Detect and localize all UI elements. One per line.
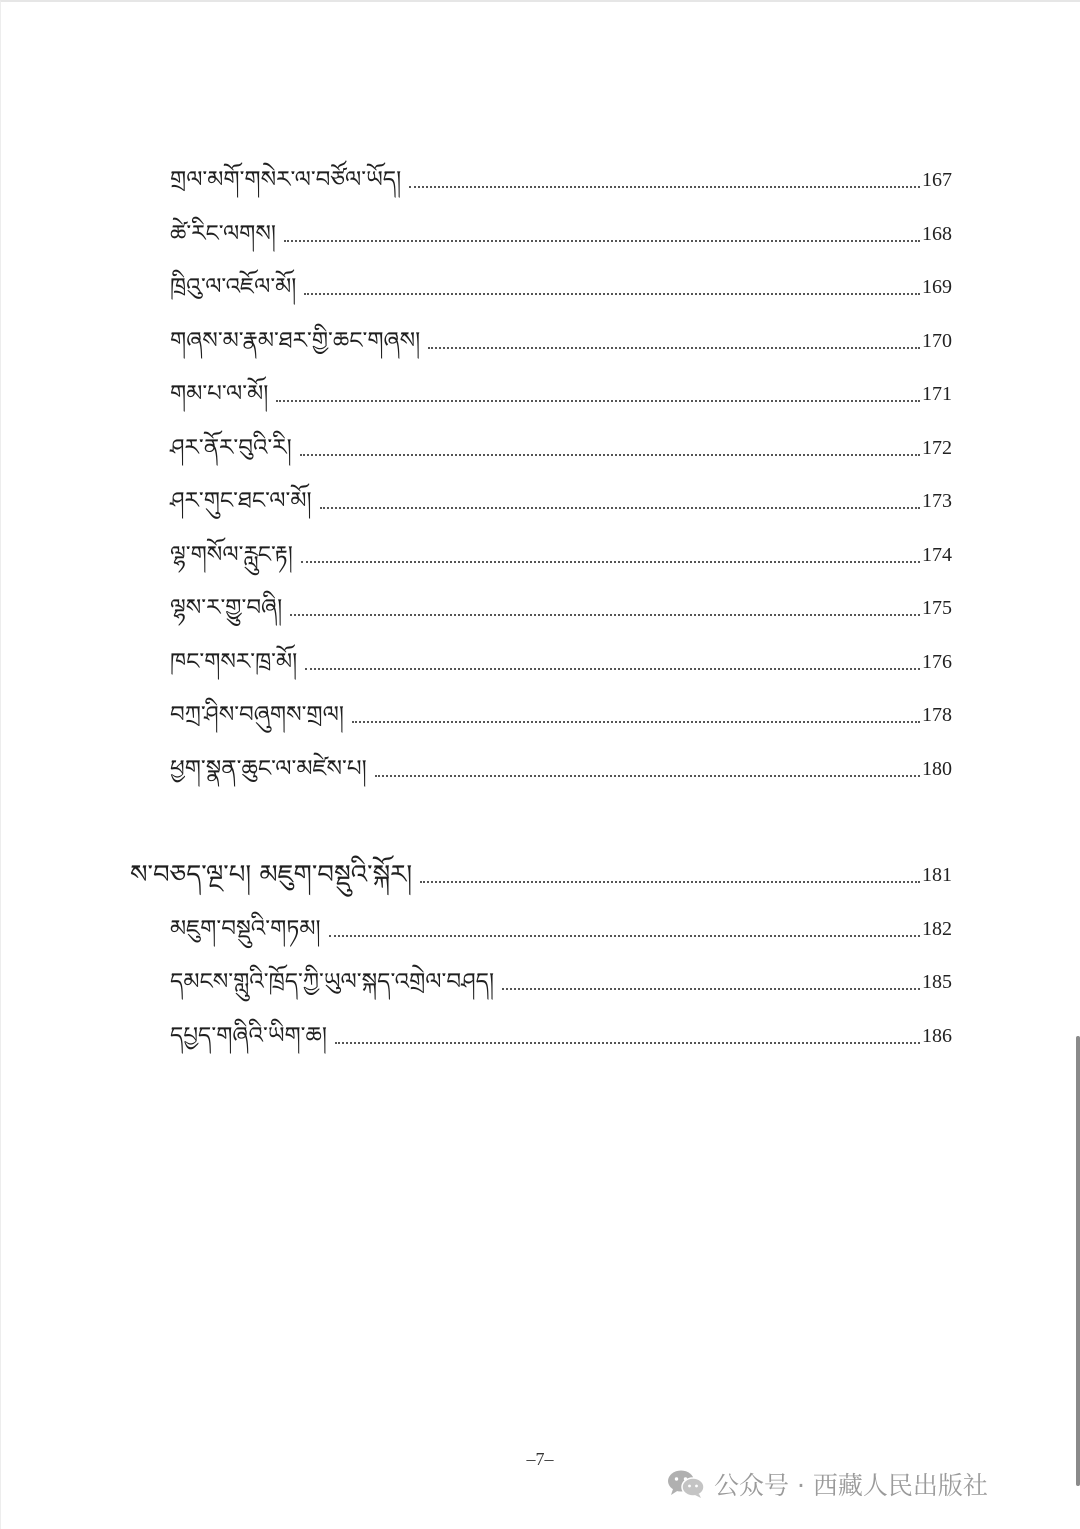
- toc-entry-title: ལྷས་ར་གྱུ་བཞི།: [170, 595, 283, 621]
- dot-leader: [329, 935, 920, 937]
- toc-entry-title: གྲལ་མགོ་གསེར་ལ་བཙོལ་ཡོད།: [170, 167, 402, 193]
- toc-entry[interactable]: [170, 270, 952, 304]
- dot-leader: [428, 347, 920, 349]
- dot-leader: [375, 775, 920, 777]
- dot-leader: [304, 293, 920, 295]
- dot-leader: [320, 507, 920, 509]
- toc-entry[interactable]: [170, 377, 952, 411]
- toc-entry[interactable]: [170, 645, 952, 679]
- watermark: [666, 1466, 988, 1502]
- toc-entry-page: 174: [922, 544, 952, 566]
- dot-leader: [301, 561, 920, 563]
- toc-entry-page: 169: [922, 276, 952, 298]
- toc-entry-page: 176: [922, 651, 952, 673]
- toc-entry-page: 186: [922, 1025, 952, 1047]
- toc-entry-page: 175: [922, 597, 952, 619]
- watermark-text: 公众号 · 西藏人民出版社: [714, 1471, 988, 1500]
- toc-section-page: 181: [922, 864, 952, 886]
- toc-entry[interactable]: [170, 484, 952, 518]
- toc-entry-title: ཁྲིའུ་ལ་འཇོལ་མོ།: [170, 274, 297, 300]
- toc-entry[interactable]: [170, 698, 952, 732]
- dot-leader: [335, 1042, 920, 1044]
- toc-entry-page: 168: [922, 223, 952, 245]
- dot-leader: [305, 668, 920, 670]
- toc-entry[interactable]: [170, 912, 952, 946]
- dot-leader: [284, 240, 920, 242]
- toc-entry[interactable]: [170, 163, 952, 197]
- toc-entry[interactable]: [170, 1019, 952, 1053]
- scrollbar[interactable]: [1076, 1036, 1080, 1486]
- toc-section-title: ས་བཅད་ལྔ་པ། མཇུག་བསྡུའི་སྐོར།: [130, 860, 413, 890]
- toc-entry-title: མཇུག་བསྡུའི་གཏམ།: [170, 916, 321, 942]
- toc-entry-page: 171: [922, 383, 952, 405]
- toc-entry-title: ཁང་གསར་ཁྲ་མོ།: [170, 649, 298, 675]
- toc-entry-title: གམ་པ་ལ་མོ།: [170, 381, 269, 407]
- toc-entry-title: གཞས་མ་རྣམ་ཐར་གྱི་ཆང་གཞས།: [170, 328, 421, 354]
- toc-entry[interactable]: [170, 965, 952, 999]
- page-number: –7–: [526, 1449, 554, 1469]
- toc-entry[interactable]: [170, 538, 952, 572]
- toc-entry-title: ཤར་ནོར་བུའི་རི།: [170, 435, 292, 461]
- toc-entry[interactable]: [170, 217, 952, 251]
- dot-leader: [502, 988, 920, 990]
- toc-entry[interactable]: [170, 324, 952, 358]
- toc-entry-page: 178: [922, 704, 952, 726]
- toc-entry-page: 185: [922, 971, 952, 993]
- toc-entry-page: 182: [922, 918, 952, 940]
- dot-leader: [290, 614, 920, 616]
- dot-leader: [300, 454, 920, 456]
- toc-entry[interactable]: [170, 431, 952, 465]
- dot-leader: [409, 186, 920, 188]
- toc-entry-title: དཔྱད་གཞིའི་ཡིག་ཆ།: [170, 1023, 327, 1049]
- toc-entry-title: བཀྲ་ཤིས་བཞུགས་གྲལ།: [170, 702, 344, 728]
- wechat-icon: [666, 1469, 706, 1499]
- toc-entry-title: ཤར་གུང་ཐང་ལ་མོ།: [170, 488, 312, 514]
- toc-entry-page: 167: [922, 169, 952, 191]
- toc-section-heading[interactable]: [130, 858, 952, 892]
- toc-entry-title: དམངས་གླུའི་ཁྲོད་ཀྱི་ཡུལ་སྐད་འགྲེལ་བཤད།: [170, 969, 495, 995]
- toc-entry-title: ལྷ་གསོལ་རླུང་རྟ།: [170, 542, 293, 568]
- toc-entry-title: ཕྱག་སྣན་ཆུང་ལ་མཛེས་པ།: [170, 756, 367, 782]
- toc-entry-title: ཚེ་རིང་ལགས།: [170, 221, 277, 247]
- toc-entry[interactable]: [170, 752, 952, 786]
- dot-leader: [352, 721, 920, 723]
- dot-leader: [420, 881, 920, 883]
- toc-entry-page: 172: [922, 437, 952, 459]
- dot-leader: [276, 400, 920, 402]
- toc-entry-page: 173: [922, 490, 952, 512]
- toc-entry[interactable]: [170, 591, 952, 625]
- toc-entry-page: 170: [922, 330, 952, 352]
- toc-entry-page: 180: [922, 758, 952, 780]
